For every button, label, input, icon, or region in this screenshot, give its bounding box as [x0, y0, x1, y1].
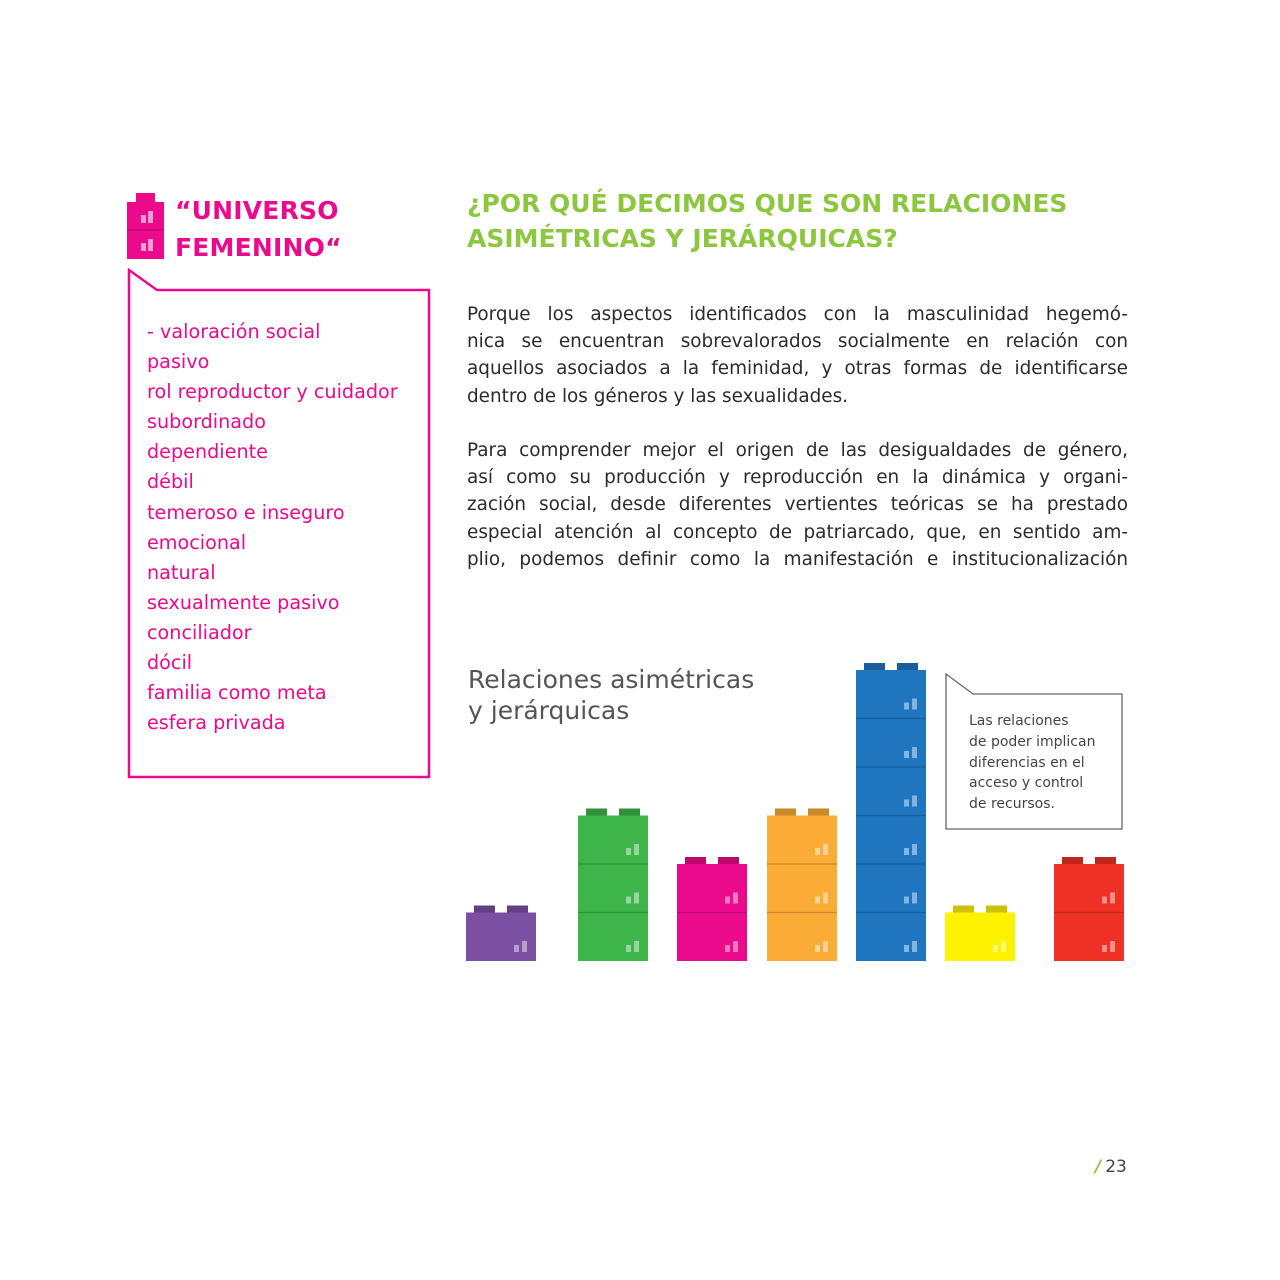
brick-stud [718, 857, 739, 865]
bar-púrpura [466, 906, 536, 962]
bar-magenta [677, 857, 747, 961]
brick-stud [507, 906, 528, 914]
brick-highlight [733, 941, 738, 952]
callout-line: acceso y control [969, 775, 1084, 792]
brick-stud [474, 906, 495, 914]
brick-highlight [634, 941, 639, 952]
callout-line: de poder implican [969, 733, 1096, 750]
brick-highlight [1110, 893, 1115, 904]
page-number-value: 23 [1105, 1157, 1127, 1177]
paragraph-1 [467, 301, 1128, 410]
brick-highlight [904, 751, 909, 758]
brick-highlight [1001, 941, 1006, 952]
brick-stud [1095, 857, 1116, 865]
section-heading [467, 186, 1147, 256]
callout-line: diferencias en el [969, 754, 1085, 771]
bar-body [856, 670, 926, 961]
paragraph-line: así como su producción y reproducción en la dinámica y organi- [467, 467, 1128, 489]
callout-line: de recursos. [969, 796, 1055, 813]
brick-highlight [823, 941, 828, 952]
bar-body [1054, 864, 1124, 961]
bar-body [466, 913, 536, 962]
list-item: rol reproductor y cuidador [147, 380, 398, 404]
brick-stud [619, 809, 640, 817]
paragraph-line: dentro de los géneros y las sexualidades. [467, 385, 849, 407]
brick-highlight [904, 703, 909, 710]
page-number [1095, 1156, 1127, 1178]
universo-femenino-list [147, 317, 398, 738]
heading-line2: ASIMÉTRICAS Y JERÁRQUICAS? [467, 224, 898, 253]
brick-highlight [626, 945, 631, 952]
callout-line: Las relaciones [969, 713, 1069, 729]
brick-highlight [912, 941, 917, 952]
brick-highlight [514, 945, 519, 952]
brick-highlight [725, 897, 730, 904]
brick-highlight [1102, 897, 1107, 904]
brick-highlight [912, 844, 917, 855]
bar-body [767, 816, 837, 962]
bar-rojo [1054, 857, 1124, 961]
bar-verde [578, 809, 648, 962]
brick-stud [986, 906, 1007, 914]
paragraph-line: Para comprender mejor el origen de las desigualdades de género, [467, 440, 1128, 461]
brick-highlight [1102, 945, 1107, 952]
list-item: dócil [147, 651, 193, 675]
brick-highlight [912, 893, 917, 904]
brick-highlight [815, 897, 820, 904]
brick-highlight [912, 699, 917, 710]
brick-highlight [912, 747, 917, 758]
brick-highlight [626, 897, 631, 904]
brick-stud [864, 663, 885, 671]
bar-amarillo [945, 906, 1015, 962]
paragraph-line: zación social, desde diferentes vertientes teóricas se ha prestado [467, 494, 1128, 516]
brick-highlight [815, 945, 820, 952]
list-item: conciliador [147, 620, 252, 644]
paragraph-line: Porque los aspectos identificados con la masculinidad hegemó- [467, 304, 1128, 325]
heading-line1: ¿POR QUÉ DECIMOS QUE SON RELACIONES [467, 189, 1068, 218]
list-item: subordinado [147, 410, 266, 434]
list-item: temeroso e inseguro [147, 500, 345, 524]
brick-highlight [1110, 941, 1115, 952]
brick-highlight [634, 844, 639, 855]
list-item: emocional [147, 530, 247, 554]
chart-title-line1: Relaciones asimétricas [468, 665, 755, 694]
brick-highlight [815, 848, 820, 855]
brick-highlight [904, 897, 909, 904]
chart-title-line2: y jerárquicas [468, 696, 630, 725]
universo-title-line2: FEMENINO“ [175, 233, 342, 262]
bar-body [945, 913, 1015, 962]
paragraph-line: aquellos asociados a la feminidad, y otras formas de identificarse [467, 358, 1128, 380]
brick-highlight [912, 796, 917, 807]
paragraph-line: plio, podemos definir como la manifestación e institucionalización [467, 548, 1128, 570]
list-item: débil [147, 470, 194, 494]
paragraph-line: nica se encuentran sobrevalorados socialmente en relación con [467, 331, 1128, 353]
brick-highlight [904, 848, 909, 855]
page-slash: / [1095, 1157, 1102, 1177]
brick-highlight [904, 800, 909, 807]
brick-highlight [904, 945, 909, 952]
brick-highlight [522, 941, 527, 952]
callout-text [969, 711, 1095, 815]
universo-title-line1: “UNIVERSO [175, 196, 339, 225]
list-item: familia como meta [147, 681, 327, 705]
paragraph-line: especial atención al concepto de patriarcado, que, en sentido am- [467, 521, 1128, 543]
brick-highlight [626, 848, 631, 855]
brick-highlight [634, 893, 639, 904]
list-item: - valoración social [147, 320, 321, 343]
brick-highlight [733, 893, 738, 904]
list-item: esfera privada [147, 711, 286, 735]
list-item: sexualmente pasivo [147, 590, 340, 614]
brick-stud [775, 809, 796, 817]
brick-stud [808, 809, 829, 817]
brick-stud [685, 857, 706, 865]
brick-stud [897, 663, 918, 671]
chart-title [468, 664, 754, 726]
bar-body [578, 816, 648, 962]
brick-stud [953, 906, 974, 914]
brick-highlight [823, 893, 828, 904]
list-item: pasivo [147, 350, 210, 374]
bar-azul [856, 663, 926, 961]
pink-brick-icon [127, 193, 164, 259]
brick-highlight [725, 945, 730, 952]
list-item: dependiente [147, 440, 268, 464]
brick-stud [1062, 857, 1083, 865]
bar-body [677, 864, 747, 961]
paragraph-2 [467, 437, 1128, 573]
bar-naranja [767, 809, 837, 962]
brick-highlight [823, 844, 828, 855]
list-item: natural [147, 560, 216, 584]
brick-stud [586, 809, 607, 817]
universo-femenino-title [175, 192, 342, 266]
brick-highlight [993, 945, 998, 952]
